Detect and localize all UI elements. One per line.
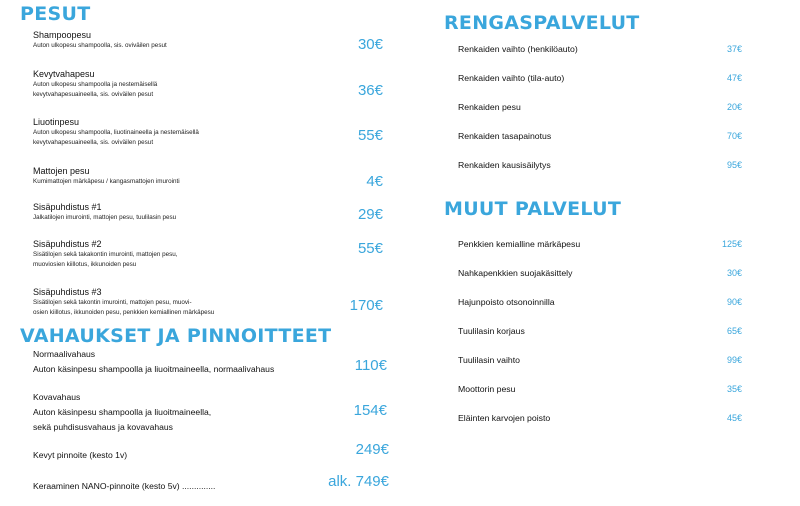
muut-item-price: 45€: [726, 413, 742, 423]
rengas-item-price: 70€: [726, 131, 742, 141]
muut-item-price: 35€: [726, 384, 742, 394]
rengas-item-price: 47€: [726, 73, 742, 83]
muut-item-name: Eläinten karvojen poisto: [458, 413, 551, 423]
item-desc: osien kiillotus, ikkunoiden pesu, penkkien kemiallinen märkäpesu: [33, 309, 215, 316]
vahaukset-item-kovavahaus: [33, 390, 211, 435]
item-price: 55€: [357, 127, 383, 144]
pesut-item-sisapuhdistus-1: [33, 201, 176, 223]
item-desc: Auton ulkopesu shampoolla, sis. oviväilen pesut: [33, 42, 167, 49]
pesut-item-mattojen-pesu: [33, 165, 180, 187]
rengas-item-name: Renkaiden vaihto (tila-auto): [458, 73, 565, 83]
rengas-item-price: 95€: [726, 160, 742, 170]
pesut-item-sisapuhdistus-2: [33, 238, 178, 270]
rengas-item-name: Renkaiden pesu: [458, 102, 521, 112]
item-desc: Auton ulkopesu shampoolla, liuotinaineella ja nestemäisellä: [33, 129, 199, 136]
item-desc: kevytvahapesuaineella, sis. oviväilen pesut: [33, 139, 154, 146]
rengas-item-price: 20€: [726, 102, 742, 112]
item-desc: Auton ulkopesu shampoolla ja nestemäisellä: [33, 81, 158, 88]
item-name: Normaalivahaus: [33, 349, 96, 359]
item-price: 154€: [353, 402, 387, 419]
item-price: 4€: [366, 173, 383, 190]
rengas-item-price: 37€: [726, 44, 742, 54]
item-name: Sisäpuhdistus #1: [33, 202, 102, 212]
item-price: 170€: [349, 297, 383, 314]
item-price: 36€: [357, 82, 383, 99]
pesut-heading: PESUT: [20, 3, 91, 25]
rengas-item-name: Renkaiden kausisäilytys: [458, 160, 551, 170]
item-price: 110€: [354, 357, 387, 374]
muut-item-price: 30€: [726, 268, 742, 278]
muut-item-name: Nahkapenkkien suojakäsittely: [458, 268, 573, 278]
item-name: Sisäpuhdistus #2: [33, 239, 102, 249]
pesut-item-kevytvahapesu: [33, 68, 157, 100]
item-name: Shampoopesu: [33, 30, 92, 40]
rengas-item-name: Renkaiden tasapainotus: [458, 131, 552, 141]
muut-item-name: Tuulilasin korjaus: [458, 326, 525, 336]
vahaukset-heading: VAHAUKSET JA PINNOITTEET: [20, 325, 332, 347]
muut-item-name: Penkkien kemialline märkäpesu: [458, 239, 581, 249]
vahaukset-item-normaalivahaus: [33, 347, 274, 377]
vahaukset-item-keraaminen-nano: [33, 479, 215, 494]
item-desc: Kumimattojen märkäpesu / kangasmattojen imurointi: [33, 178, 180, 185]
muut-item-price: 99€: [726, 355, 742, 365]
rengas-item-name: Renkaiden vaihto (henkilöauto): [458, 44, 578, 54]
rengas-heading: RENGASPALVELUT: [444, 12, 640, 34]
item-desc: Jalkatilojen imurointi, mattojen pesu, tuulilasin pesu: [33, 214, 177, 221]
item-name: Kevytvahapesu: [33, 69, 95, 79]
item-desc: Auton käsinpesu shampoolla ja liuoitmaineella,: [33, 407, 212, 417]
item-price: 55€: [357, 240, 383, 257]
item-desc: Sisätilojen sekä takakontin imurointi, mattojen pesu,: [33, 251, 178, 258]
item-desc: Auton käsinpesu shampoolla ja liuoitmaineella, normaalivahaus: [33, 364, 275, 374]
pesut-item-liuotinpesu: [33, 116, 199, 148]
muut-item-price: 90€: [726, 297, 742, 307]
item-price: 29€: [357, 206, 383, 223]
item-desc: sekä puhdisusvahaus ja kovavahaus: [33, 422, 173, 432]
muut-heading: MUUT PALVELUT: [444, 198, 622, 220]
item-name: Kevyt pinnoite (kesto 1v): [33, 450, 128, 460]
item-name: Mattojen pesu: [33, 166, 90, 176]
vahaukset-item-kevyt-pinnoite: [33, 448, 127, 463]
muut-item-name: Hajunpoisto otsonoinnilla: [458, 297, 555, 307]
item-name: Sisäpuhdistus #3: [33, 287, 102, 297]
item-name: Liuotinpesu: [33, 117, 80, 127]
item-desc: Sisätilojen sekä takontin imurointi, mattojen pesu, muovi-: [33, 299, 192, 306]
muut-item-price: 125€: [721, 239, 742, 249]
item-price: 249€: [355, 441, 389, 458]
pesut-item-shampoopesu: [33, 29, 167, 51]
item-name: Kovavahaus: [33, 392, 81, 402]
item-price: alk. 749€: [328, 473, 389, 490]
item-price: 30€: [357, 36, 383, 53]
item-name: Keraaminen NANO-pinnoite (kesto 5v) ..............: [33, 481, 216, 491]
muut-item-price: 65€: [726, 326, 742, 336]
item-desc: muoviosien kiillotus, ikkunoiden pesu: [33, 261, 137, 268]
item-desc: kevytvahapesuaineella, sis. oviväilen pesut: [33, 91, 154, 98]
muut-item-name: Moottorin pesu: [458, 384, 516, 394]
pesut-item-sisapuhdistus-3: [33, 286, 214, 318]
muut-item-name: Tuulilasin vaihto: [458, 355, 520, 365]
